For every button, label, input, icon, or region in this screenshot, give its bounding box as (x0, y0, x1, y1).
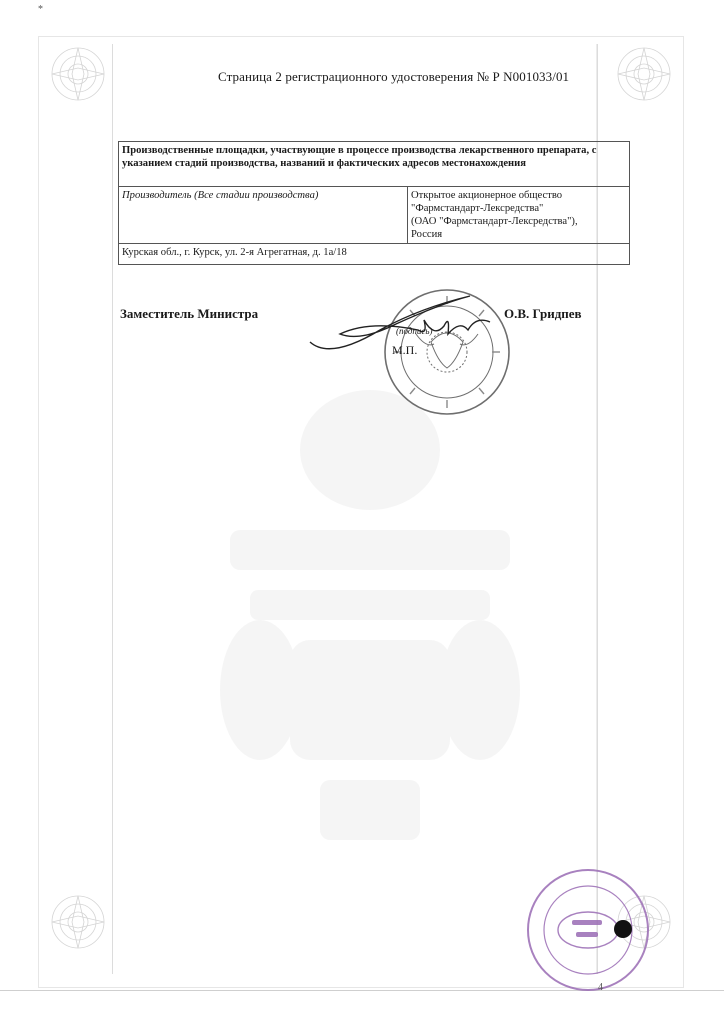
page-pencil-mark: 4 (598, 982, 603, 993)
producer-name-line: Открытое акционерное общество (411, 190, 563, 201)
rosette-ornament-icon (46, 42, 110, 106)
producer-name-line: Россия (411, 229, 443, 240)
address-cell: Курская обл., г. Курск, ул. 2-я Агрегатная, д. 1а/18 (119, 244, 630, 265)
company-stamp-icon (514, 862, 664, 996)
page-title: Страница 2 регистрационного удостоверения № Р N001033/01 (218, 69, 570, 84)
producer-name-cell (408, 187, 630, 244)
ink-dot-icon (612, 918, 634, 940)
signatory-name: О.В. Гридпев (504, 306, 582, 321)
producer-name-line: (ОАО "Фармстандарт-Лексредства"), (411, 216, 578, 227)
table-row (119, 244, 630, 265)
producer-stage-cell: Производитель (Все стадии производства) (119, 187, 408, 244)
rosette-ornament-icon (612, 42, 676, 106)
table-header-cell: Производственные площадки, участвующие в процессе производства лекарственного препарата, с указанием стадий производства, названий и фактических адресов местонахождения (119, 142, 630, 187)
producer-name-line: "Фармстандарт-Лексредства" (411, 203, 544, 214)
seal-caption: М.П. (392, 343, 418, 357)
rosette-ornament-icon (46, 890, 110, 954)
corner-mark: * (38, 4, 43, 15)
emblem-watermark-icon (140, 330, 600, 890)
signatory-position: Заместитель Министра (120, 306, 259, 321)
signature-caption: (подпись) (396, 326, 433, 336)
table-row (119, 187, 630, 244)
production-sites-table (118, 141, 630, 265)
